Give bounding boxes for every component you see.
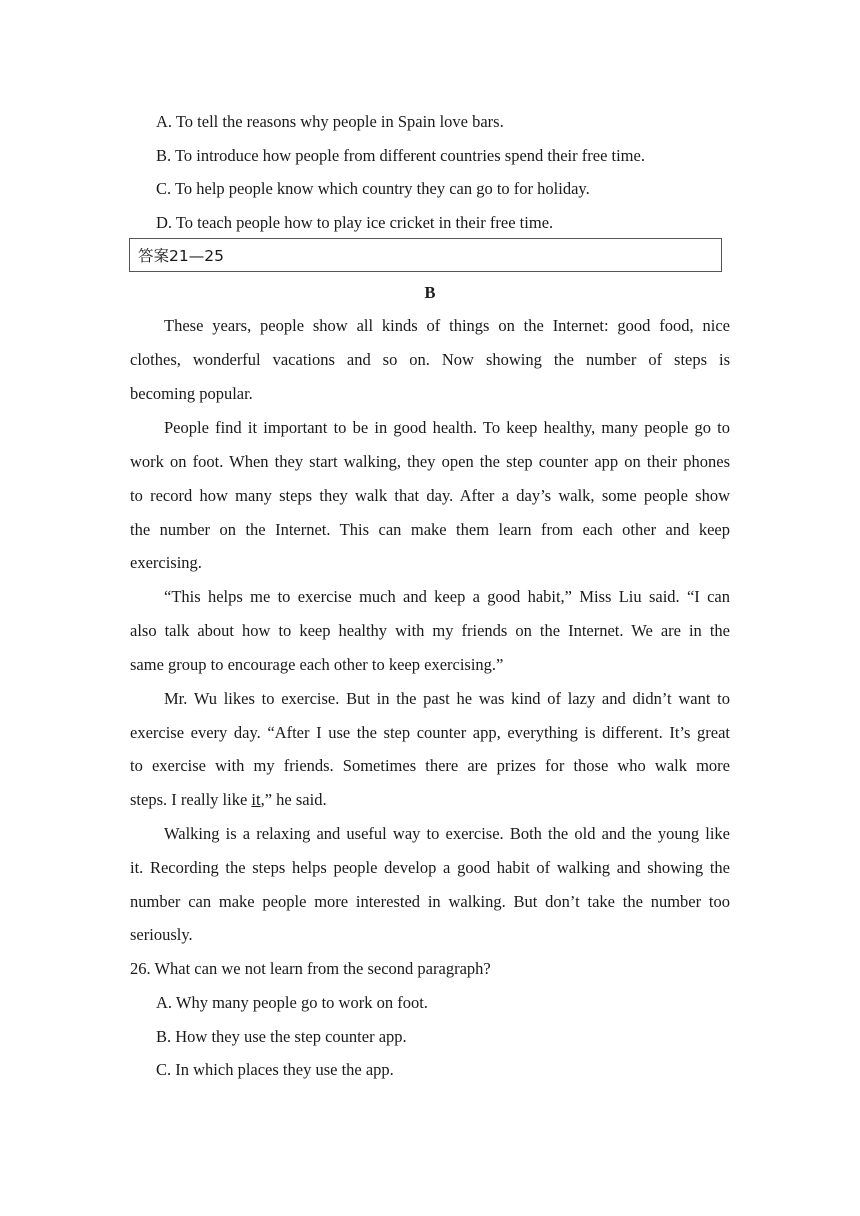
- passage-p4-line-4-after: ,” he said.: [260, 790, 327, 809]
- question-option-b: B. How they use the step counter app.: [156, 1027, 407, 1046]
- answer-box-text: 答案21—25: [138, 247, 224, 265]
- passage-p2-line-4: the number on the Internet. This can make them learn from each other and keep: [130, 520, 730, 539]
- section-title: B: [424, 283, 436, 302]
- passage-p1-line-3: becoming popular.: [130, 384, 253, 403]
- passage-p1-line-2: clothes, wonderful vacations and so on. Now showing the number of steps is: [130, 350, 730, 369]
- passage-p5-line-2: it. Recording the steps helps people develop a good habit of walking and showing the: [130, 858, 730, 877]
- passage-p4-line-4-before: steps. I really like: [130, 790, 252, 809]
- prev-option-b: B. To introduce how people from different countries spend their free time.: [156, 146, 645, 165]
- passage-p5-line-1: Walking is a relaxing and useful way to exercise. Both the old and the young like: [164, 824, 730, 843]
- passage-p4-line-2: exercise every day. “After I use the step counter app, everything is different. It’s great: [130, 723, 730, 742]
- question-option-c: C. In which places they use the app.: [156, 1060, 394, 1079]
- answer-box: [129, 238, 722, 272]
- passage-p3-line-3: same group to encourage each other to keep exercising.”: [130, 655, 504, 674]
- question-stem: 26. What can we not learn from the second paragraph?: [130, 959, 491, 978]
- passage-p4-line-4: [130, 790, 327, 810]
- passage-p2-line-3: to record how many steps they walk that day. After a day’s walk, some people show: [130, 486, 730, 505]
- passage-p2-line-5: exercising.: [130, 553, 202, 572]
- passage-p5-line-3: number can make people more interested in walking. But don’t take the number too: [130, 892, 730, 911]
- prev-option-d: D. To teach people how to play ice cricket in their free time.: [156, 213, 554, 232]
- underlined-word: it: [251, 790, 261, 809]
- prev-option-a: A. To tell the reasons why people in Spain love bars.: [156, 112, 504, 131]
- passage-p3-line-2: also talk about how to keep healthy with my friends on the Internet. We are in the: [130, 621, 730, 640]
- passage-p5-line-4: seriously.: [130, 925, 193, 944]
- passage-p2-line-1: People find it important to be in good health. To keep healthy, many people go to: [164, 418, 730, 437]
- passage-p4-line-3: to exercise with my friends. Sometimes there are prizes for those who walk more: [130, 756, 730, 775]
- passage-p2-line-2: work on foot. When they start walking, they open the step counter app on their phones: [130, 452, 730, 471]
- prev-option-c: C. To help people know which country they can go to for holiday.: [156, 179, 590, 198]
- passage-p1-line-1: These years, people show all kinds of things on the Internet: good food, nice: [164, 316, 730, 335]
- question-option-a: A. Why many people go to work on foot.: [156, 993, 428, 1012]
- passage-p4-line-1: Mr. Wu likes to exercise. But in the past he was kind of lazy and didn’t want to: [164, 689, 730, 708]
- passage-p3-line-1: “This helps me to exercise much and keep a good habit,” Miss Liu said. “I can: [164, 587, 730, 606]
